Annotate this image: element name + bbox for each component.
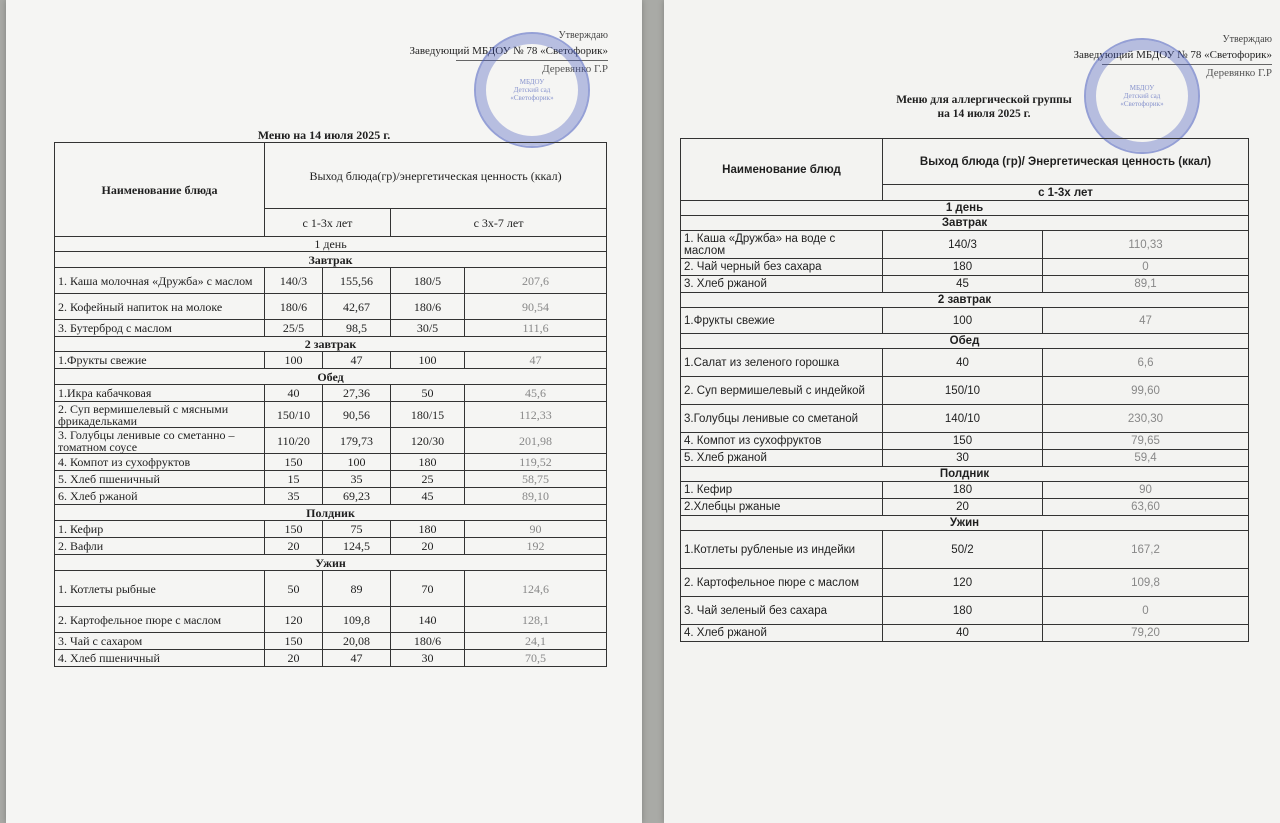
- dish-name: 3. Хлеб ржаной: [681, 276, 883, 293]
- approval-word: Утверждаю: [558, 30, 608, 41]
- output-1-3: 150: [265, 633, 323, 650]
- dish-name: 2. Кофейный напиток на молоке: [55, 294, 265, 320]
- menu-table-allergy: [680, 138, 1249, 642]
- output-1-3: 45: [883, 276, 1043, 293]
- output-3-7: 180: [391, 521, 465, 538]
- output-3-7: 70: [391, 571, 465, 607]
- section-title: Завтрак: [55, 252, 607, 268]
- section-row: [55, 337, 607, 352]
- dish-name: 1.Икра кабачковая: [55, 385, 265, 402]
- dish-row: [55, 320, 607, 337]
- section-title: Обед: [681, 334, 1249, 349]
- dish-row: [55, 352, 607, 369]
- kcal-1-3: 63,60: [1043, 499, 1249, 516]
- output-1-3: 40: [265, 385, 323, 402]
- kcal-3-7: 90: [465, 521, 607, 538]
- section-row: [681, 216, 1249, 231]
- kcal-1-3: 167,2: [1043, 531, 1249, 569]
- kcal-1-3: 155,56: [323, 268, 391, 294]
- output-3-7: 140: [391, 607, 465, 633]
- dish-name: 4. Компот из сухофруктов: [681, 433, 883, 450]
- dish-name: 2. Суп вермишелевый с мясными фрикадельками: [55, 402, 265, 428]
- kcal-3-7: 207,6: [465, 268, 607, 294]
- kcal-1-3: 109,8: [323, 607, 391, 633]
- approval-signature: Деревянко Г.Р: [456, 60, 608, 76]
- output-1-3: 50: [265, 571, 323, 607]
- output-1-3: 20: [265, 650, 323, 667]
- dish-row: [681, 450, 1249, 467]
- day-row: [55, 237, 607, 252]
- output-1-3: 20: [265, 538, 323, 555]
- output-1-3: 180/6: [265, 294, 323, 320]
- dish-name: 3. Чай с сахаром: [55, 633, 265, 650]
- output-3-7: 25: [391, 471, 465, 488]
- kcal-1-3: 100: [323, 454, 391, 471]
- section-title: Полдник: [681, 467, 1249, 482]
- kcal-3-7: 70,5: [465, 650, 607, 667]
- section-title: Полдник: [55, 505, 607, 521]
- kcal-1-3: 47: [323, 352, 391, 369]
- dish-name: 2. Картофельное пюре с маслом: [681, 569, 883, 597]
- output-1-3: 150: [265, 454, 323, 471]
- kcal-1-3: 98,5: [323, 320, 391, 337]
- output-1-3: 150: [883, 433, 1043, 450]
- output-1-3: 50/2: [883, 531, 1043, 569]
- dish-name: 3. Чай зеленый без сахара: [681, 597, 883, 625]
- dish-row: [55, 385, 607, 402]
- kcal-1-3: 179,73: [323, 428, 391, 454]
- dish-row: [681, 231, 1249, 259]
- output-1-3: 150/10: [265, 402, 323, 428]
- kcal-1-3: 109,8: [1043, 569, 1249, 597]
- output-3-7: 20: [391, 538, 465, 555]
- output-1-3: 110/20: [265, 428, 323, 454]
- dish-name: 4. Хлеб ржаной: [681, 625, 883, 642]
- dish-row: [681, 349, 1249, 377]
- dish-name: 3. Голубцы ленивые со сметанно –томатном соусе: [55, 428, 265, 454]
- dish-name: 2. Чай черный без сахара: [681, 259, 883, 276]
- output-1-3: 120: [265, 607, 323, 633]
- dish-row: [55, 633, 607, 650]
- kcal-3-7: 58,75: [465, 471, 607, 488]
- dish-name: 1. Кефир: [55, 521, 265, 538]
- section-row: [55, 369, 607, 385]
- kcal-1-3: 99,60: [1043, 377, 1249, 405]
- dish-row: [55, 538, 607, 555]
- kcal-3-7: 89,10: [465, 488, 607, 505]
- dish-name: 4. Компот из сухофруктов: [55, 454, 265, 471]
- output-1-3: 140/10: [883, 405, 1043, 433]
- dish-name: 4. Хлеб пшеничный: [55, 650, 265, 667]
- dish-name: 1. Кефир: [681, 482, 883, 499]
- dish-row: [681, 308, 1249, 334]
- output-1-3: 180: [883, 259, 1043, 276]
- header-age-1-3: с 1-3х лет: [883, 185, 1249, 201]
- output-3-7: 45: [391, 488, 465, 505]
- dish-name: 3.Голубцы ленивые со сметаной: [681, 405, 883, 433]
- output-1-3: 100: [265, 352, 323, 369]
- dish-name: 1. Каша «Дружба» на воде с маслом: [681, 231, 883, 259]
- output-3-7: 120/30: [391, 428, 465, 454]
- section-row: [55, 555, 607, 571]
- section-row: [681, 516, 1249, 531]
- output-1-3: 150: [265, 521, 323, 538]
- dish-name: 1.Салат из зеленого горошка: [681, 349, 883, 377]
- output-3-7: 180: [391, 454, 465, 471]
- day-label: 1 день: [55, 237, 607, 252]
- dish-name: 5. Хлеб пшеничный: [55, 471, 265, 488]
- kcal-1-3: 90: [1043, 482, 1249, 499]
- dish-row: [55, 454, 607, 471]
- dish-row: [55, 402, 607, 428]
- kcal-1-3: 59,4: [1043, 450, 1249, 467]
- kcal-1-3: 27,36: [323, 385, 391, 402]
- dish-row: [681, 569, 1249, 597]
- approval-head: Заведующий МБДОУ № 78 «Светофорик»: [409, 45, 608, 57]
- dish-row: [55, 607, 607, 633]
- kcal-1-3: 20,08: [323, 633, 391, 650]
- header-dish-name: Наименование блюд: [681, 139, 883, 201]
- kcal-3-7: 47: [465, 352, 607, 369]
- kcal-1-3: 79,20: [1043, 625, 1249, 642]
- dish-row: [681, 597, 1249, 625]
- kcal-1-3: 124,5: [323, 538, 391, 555]
- kcal-1-3: 230,30: [1043, 405, 1249, 433]
- kcal-3-7: 124,6: [465, 571, 607, 607]
- section-title: Обед: [55, 369, 607, 385]
- dish-name: 1. Каша молочная «Дружба» с маслом: [55, 268, 265, 294]
- dish-name: 6. Хлеб ржаной: [55, 488, 265, 505]
- approval-head-allergy: Заведующий МБДОУ № 78 «Светофорик»: [1073, 49, 1272, 61]
- output-1-3: 15: [265, 471, 323, 488]
- kcal-3-7: 90,54: [465, 294, 607, 320]
- dish-row: [55, 294, 607, 320]
- output-3-7: 30: [391, 650, 465, 667]
- output-1-3: 40: [883, 625, 1043, 642]
- allergy-menu-title: [794, 93, 1174, 121]
- kcal-1-3: 0: [1043, 259, 1249, 276]
- kcal-1-3: 90,56: [323, 402, 391, 428]
- section-row: [681, 293, 1249, 308]
- dish-row: [55, 471, 607, 488]
- menu-table-main: [54, 142, 607, 667]
- section-title: Завтрак: [681, 216, 1249, 231]
- dish-name: 2. Суп вермишелевый с индейкой: [681, 377, 883, 405]
- output-3-7: 50: [391, 385, 465, 402]
- dish-row: [55, 521, 607, 538]
- output-1-3: 40: [883, 349, 1043, 377]
- output-1-3: 150/10: [883, 377, 1043, 405]
- dish-name: 1.Фрукты свежие: [55, 352, 265, 369]
- output-3-7: 30/5: [391, 320, 465, 337]
- dish-name: 1.Фрукты свежие: [681, 308, 883, 334]
- round-stamp-allergy: МБДОУ Детский сад «Светофорик»: [1084, 38, 1200, 154]
- output-1-3: 140/3: [883, 231, 1043, 259]
- day-label: 1 день: [681, 201, 1249, 216]
- output-3-7: 180/6: [391, 633, 465, 650]
- kcal-3-7: 112,33: [465, 402, 607, 428]
- kcal-1-3: 6,6: [1043, 349, 1249, 377]
- section-row: [55, 505, 607, 521]
- header-age-3-7: с 3х-7 лет: [391, 209, 607, 237]
- header-age-1-3: с 1-3х лет: [265, 209, 391, 237]
- output-1-3: 20: [883, 499, 1043, 516]
- dish-row: [681, 259, 1249, 276]
- output-3-7: 180/15: [391, 402, 465, 428]
- kcal-1-3: 110,33: [1043, 231, 1249, 259]
- dish-row: [681, 531, 1249, 569]
- allergy-title-line1: Меню для аллергической группы: [896, 94, 1072, 106]
- section-title: 2 завтрак: [681, 293, 1249, 308]
- section-row: [55, 252, 607, 268]
- output-1-3: 100: [883, 308, 1043, 334]
- dish-row: [681, 276, 1249, 293]
- kcal-3-7: 24,1: [465, 633, 607, 650]
- kcal-1-3: 69,23: [323, 488, 391, 505]
- kcal-1-3: 35: [323, 471, 391, 488]
- kcal-3-7: 111,6: [465, 320, 607, 337]
- dish-row: [55, 268, 607, 294]
- kcal-1-3: 42,67: [323, 294, 391, 320]
- section-row: [681, 334, 1249, 349]
- kcal-1-3: 79,65: [1043, 433, 1249, 450]
- kcal-1-3: 89,1: [1043, 276, 1249, 293]
- dish-row: [681, 377, 1249, 405]
- output-1-3: 120: [883, 569, 1043, 597]
- dish-row: [681, 482, 1249, 499]
- dish-name: 3. Бутерброд с маслом: [55, 320, 265, 337]
- output-1-3: 35: [265, 488, 323, 505]
- output-3-7: 100: [391, 352, 465, 369]
- kcal-1-3: 47: [323, 650, 391, 667]
- header-dish-name: Наименование блюда: [55, 143, 265, 237]
- round-stamp: МБДОУ Детский сад «Светофорик»: [474, 32, 590, 148]
- kcal-3-7: 45,6: [465, 385, 607, 402]
- dish-name: 1. Котлеты рыбные: [55, 571, 265, 607]
- output-1-3: 30: [883, 450, 1043, 467]
- dish-name: 5. Хлеб ржаной: [681, 450, 883, 467]
- kcal-1-3: 89: [323, 571, 391, 607]
- dish-name: 1.Котлеты рубленые из индейки: [681, 531, 883, 569]
- dish-row: [681, 625, 1249, 642]
- dish-row: [55, 488, 607, 505]
- kcal-1-3: 0: [1043, 597, 1249, 625]
- dish-name: 2.Хлебцы ржаные: [681, 499, 883, 516]
- header-output: Выход блюда(гр)/энергетическая ценность (ккал): [265, 143, 607, 209]
- dish-name: 2. Картофельное пюре с маслом: [55, 607, 265, 633]
- dish-row: [55, 650, 607, 667]
- kcal-1-3: 75: [323, 521, 391, 538]
- allergy-title-line2: на 14 июля 2025 г.: [937, 108, 1031, 120]
- day-row: [681, 201, 1249, 216]
- kcal-3-7: 201,98: [465, 428, 607, 454]
- header-row: [681, 139, 1249, 185]
- section-title: Ужин: [681, 516, 1249, 531]
- output-1-3: 25/5: [265, 320, 323, 337]
- dish-row: [681, 405, 1249, 433]
- dish-row: [55, 428, 607, 454]
- dish-row: [55, 571, 607, 607]
- kcal-3-7: 128,1: [465, 607, 607, 633]
- dish-name: 2. Вафли: [55, 538, 265, 555]
- output-1-3: 180: [883, 597, 1043, 625]
- output-1-3: 140/3: [265, 268, 323, 294]
- section-row: [681, 467, 1249, 482]
- output-3-7: 180/5: [391, 268, 465, 294]
- dish-row: [681, 433, 1249, 450]
- menu-title: Меню на 14 июля 2025 г.: [257, 128, 391, 142]
- output-3-7: 180/6: [391, 294, 465, 320]
- output-1-3: 180: [883, 482, 1043, 499]
- kcal-3-7: 192: [465, 538, 607, 555]
- dish-row: [681, 499, 1249, 516]
- header-row: [55, 143, 607, 209]
- approval-word-allergy: Утверждаю: [1222, 34, 1272, 45]
- kcal-3-7: 119,52: [465, 454, 607, 471]
- kcal-1-3: 47: [1043, 308, 1249, 334]
- approval-signature-allergy: Деревянко Г.Р: [1102, 64, 1272, 80]
- section-title: Ужин: [55, 555, 607, 571]
- header-output: Выход блюда (гр)/ Энергетическая ценность (ккал): [883, 139, 1249, 185]
- section-title: 2 завтрак: [55, 337, 607, 352]
